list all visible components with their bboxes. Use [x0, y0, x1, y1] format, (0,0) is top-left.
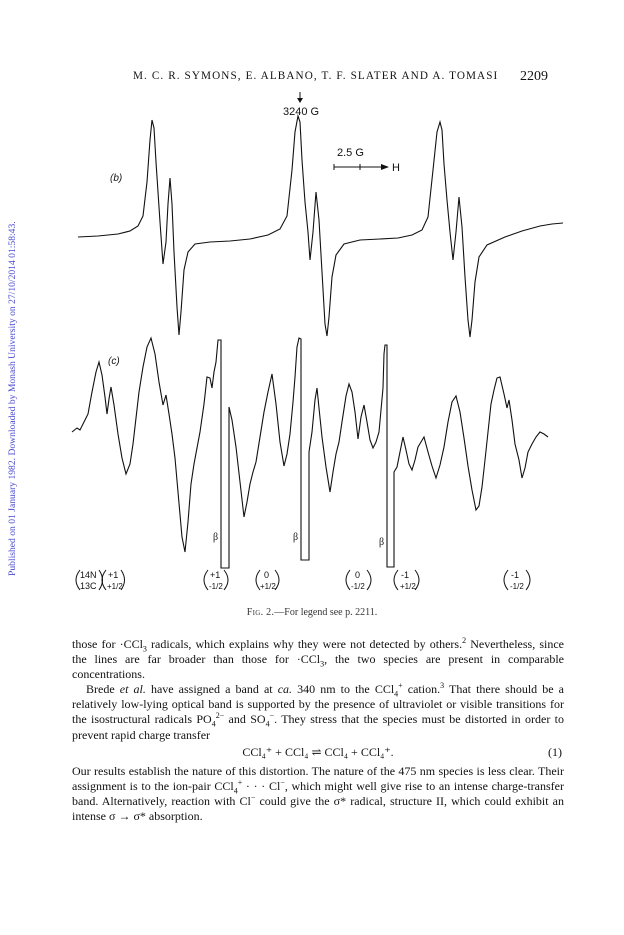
- body-text: [72, 637, 564, 824]
- line-label-1: [204, 570, 228, 591]
- line-label-2-top: 0: [264, 570, 270, 580]
- line-label-5: [504, 570, 530, 591]
- isotope-13c-label: 13C: [80, 581, 97, 591]
- running-head-authors: M. C. R. SYMONS, E. ALBANO, T. F. SLATER AND A. TOMASI: [133, 70, 499, 82]
- line-label-1-top: +1: [210, 570, 221, 580]
- field-axis-label: H: [392, 162, 400, 174]
- figure-caption-text: —For legend see p. 2211.: [274, 607, 378, 618]
- figure-caption: [0, 607, 624, 618]
- group-label-first: [76, 570, 125, 591]
- esr-spectra-figure: [0, 92, 624, 612]
- field-marker-label: 3240 G: [283, 106, 320, 118]
- line-label-2-bottom: +1/2: [260, 582, 276, 591]
- esr-spectra-svg: [0, 92, 624, 612]
- line-label-5-top: -1: [511, 570, 520, 580]
- equation-1: [72, 745, 564, 762]
- beta-label-1: β: [213, 532, 219, 543]
- spectrum-c-trace: [72, 338, 548, 568]
- line-label-4-top: -1: [401, 570, 410, 580]
- equation-1-number: (1): [548, 744, 562, 759]
- beta-label-2: β: [293, 532, 299, 543]
- line-label-2: [256, 570, 279, 591]
- line-label-3: [346, 570, 371, 591]
- isotope-14n-label: 14N: [80, 570, 97, 580]
- paragraph-3: Our results establish the nature of this distortion. The nature of the 475 nm species is less clear. Their assignment is to the ion-pair CCl$_4$+ · · · Cl−, which might well give rise to an intense charge-transfer band. Alternatively, reaction with Cl− could give the σ* radical, structure II, which could exhibit an intense σ → σ* absorption.: [72, 763, 564, 823]
- line-label-1-bottom: -1/2: [209, 582, 223, 591]
- spectrum-b-trace: [78, 116, 563, 337]
- first-group-value-1: +1: [108, 570, 119, 580]
- line-label-4: [394, 570, 419, 591]
- panel-c-label: (c): [108, 356, 120, 367]
- running-header: [0, 70, 624, 90]
- equation-1-formula: CCl₄⁺ + CCl₄ ⇌ CCl₄ + CCl₄⁺.: [242, 744, 394, 759]
- paragraph-1: those for ·CCl$_3$ radicals, which explains why they were not detected by others.$^2$ Nevertheless, since the lines are far broader than those for ·CCl$_3$, the two species are present in comparable concentrations.: [72, 636, 564, 682]
- page-number: 2209: [520, 69, 548, 84]
- figure-caption-prefix: Fig. 2.: [246, 607, 275, 618]
- paragraph-2: Brede et al. have assigned a band at ca. 340 nm to the CCl$_4$+ cation.$^3$ That there should be a relatively low-lying optical band is supported by the presence of ultraviolet or visible transitions for the isostructural radicals $PO_4^{2-}$ and $SO_4^-$. They stress that the species must be distorted in order to prevent rapid charge transfer: [72, 681, 564, 742]
- panel-b-label: (b): [110, 173, 123, 184]
- beta-label-3: β: [379, 537, 385, 548]
- scale-bar: [334, 147, 400, 174]
- first-group-value-2: +1/2: [107, 582, 123, 591]
- field-marker: [283, 92, 319, 118]
- download-watermark-text: Published on 01 January 1982. Downloaded by Monash University on 27/10/2014 01:58:43.: [7, 221, 18, 576]
- scale-bar-label: 2.5 G: [337, 147, 364, 159]
- line-label-4-bottom: +1/2: [400, 582, 416, 591]
- line-label-3-bottom: -1/2: [351, 582, 365, 591]
- line-label-5-bottom: -1/2: [510, 582, 524, 591]
- line-label-3-top: 0: [355, 570, 361, 580]
